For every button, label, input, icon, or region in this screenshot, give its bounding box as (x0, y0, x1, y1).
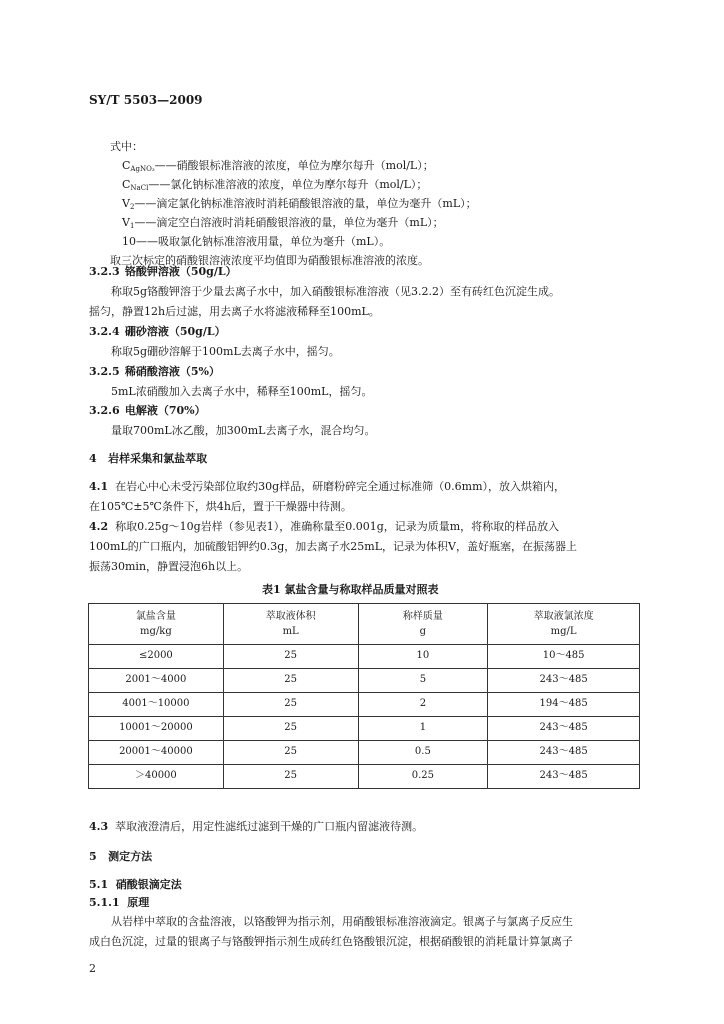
header-unit: mL (282, 626, 299, 637)
section-number: 3.2.3 (89, 265, 120, 278)
header-unit: mg/kg (140, 626, 172, 637)
table-cell: 10 (358, 645, 488, 669)
definition-text: ——滴定空白溶液时消耗硝酸银溶液的量，单位为毫升（mL）； (134, 216, 444, 229)
section-number: 5.1 (89, 878, 109, 891)
table-row (89, 741, 640, 765)
table-cell: 4001～10000 (89, 693, 224, 717)
symbol: 10 (122, 235, 136, 248)
section-number: 5.1.1 (89, 896, 120, 909)
header-name: 萃取液体积 (265, 611, 316, 622)
table-cell: 1 (358, 717, 488, 741)
definition-item (110, 197, 477, 216)
table-cell: 25 (223, 765, 358, 789)
table-cell: 0.5 (358, 741, 488, 765)
symbol: V (122, 216, 130, 229)
section-number: 4.3 (89, 820, 109, 833)
definition-text: ——滴定氯化钠标准溶液时消耗硝酸银溶液的量，单位为毫升（mL）； (134, 197, 477, 210)
table-row (89, 645, 640, 669)
section-title: 稀硝酸溶液（5%） (124, 365, 220, 378)
section-title: 铬酸钾溶液（50g/L） (124, 265, 237, 278)
paragraph-line: 称取5g铬酸钾溶于少量去离子水中，加入硝酸银标准溶液（见3.2.2）至有砖红色沉淀生成。 (111, 285, 561, 298)
table-cell: 243～485 (488, 717, 640, 741)
paragraph-line: 振荡30min，静置浸泡6h以上。 (89, 560, 249, 573)
symbol: C (122, 178, 131, 191)
page-number: 2 (89, 962, 96, 975)
paragraph-text: 在岩心中心未受污染部位取约30g样品，研磨粉碎完全通过标准筛（0.6mm），放入烘箱内， (115, 480, 566, 493)
section-number: 3.2.5 (89, 365, 120, 378)
table-cell: 25 (223, 669, 358, 693)
paragraph-line: 从岩样中萃取的含盐溶液，以铬酸钾为指示剂，用硝酸银标准溶液滴定。银离子与氯离子反应生 (111, 915, 573, 928)
definition-item (110, 159, 477, 178)
definition-text: ——氯化钠标准溶液的浓度，单位为摩尔每升（mol/L）； (148, 178, 428, 191)
definition-item (110, 178, 477, 197)
paragraph-text: 称取0.25g～10g岩样（参见表1），准确称量至0.001g，记录为质量m，将称取的样品放入 (115, 520, 560, 533)
paragraph-line: 摇匀，静置12h后过滤，用去离子水将滤液稀释至100mL。 (89, 305, 380, 318)
table-row (89, 693, 640, 717)
standard-number: SY/T 5503—2009 (89, 93, 203, 107)
formula-intro: 式中： (110, 140, 143, 153)
section-heading (89, 404, 206, 418)
subscript: 1 (129, 222, 135, 230)
chapter-title: 测定方法 (108, 850, 153, 863)
header-cell (223, 604, 358, 645)
header-unit: mg/L (550, 626, 577, 637)
section-title: 电解液（70%） (124, 404, 206, 417)
table-cell: 25 (223, 645, 358, 669)
definition-text: ——吸取氯化钠标准溶液用量，单位为毫升（mL）。 (136, 235, 391, 248)
section-heading (89, 265, 237, 279)
header-unit: g (419, 626, 427, 637)
table-cell: 194～485 (488, 693, 640, 717)
section-number: 3.2.6 (89, 404, 120, 417)
definition-text: ——硝酸银标准溶液的浓度，单位为摩尔每升（mol/L）； (154, 159, 434, 172)
paragraph-line: 称取5g硼砂溶解于100mL去离子水中，摇匀。 (111, 345, 340, 358)
symbol: V (122, 197, 130, 210)
table-cell: 20001～40000 (89, 741, 224, 765)
header-cell (488, 604, 640, 645)
paragraph-line: 成白色沉淀，过量的银离子与铬酸钾指示剂生成砖红色铬酸银沉淀，根据硝酸银的消耗量计算氯离子 (89, 935, 573, 948)
definition-item (110, 235, 477, 254)
chloride-table (88, 603, 640, 789)
section-heading (89, 325, 226, 339)
table-cell: 2 (358, 693, 488, 717)
paragraph-line: 100mL的广口瓶内，加硫酸铝钾约0.3g，加去离子水25mL，记录为体积V，盖好瓶塞，在振荡器上 (89, 540, 577, 553)
table-header-row (89, 604, 640, 645)
table-cell: 25 (223, 741, 358, 765)
section-heading (89, 365, 220, 379)
header-cell (358, 604, 488, 645)
header-name: 萃取液氯浓度 (533, 611, 594, 622)
chapter-number: 4 (89, 452, 97, 465)
chapter-title: 岩样采集和氯盐萃取 (108, 452, 208, 465)
paragraph-line (89, 520, 559, 534)
definition-item (110, 216, 477, 235)
section-number: 3.2.4 (89, 325, 120, 338)
paragraph-line (89, 820, 423, 834)
subscript: NaCl (130, 184, 149, 192)
paragraph-text: 萃取液澄清后，用定性滤纸过滤到干燥的广口瓶内留滤液待测。 (115, 820, 424, 833)
table-cell: 25 (223, 717, 358, 741)
formula-definitions (110, 140, 477, 273)
paragraph-line: 5mL浓硝酸加入去离子水中，稀释至100mL，摇匀。 (111, 385, 373, 398)
section-number: 4.2 (89, 520, 109, 533)
chapter-heading (89, 850, 152, 864)
table-cell: 2001～4000 (89, 669, 224, 693)
paragraph-line (89, 480, 565, 494)
header-name: 氯盐含量 (135, 611, 176, 622)
symbol: C (122, 159, 131, 172)
section-heading (89, 878, 182, 892)
table-row (89, 669, 640, 693)
table-cell: 5 (358, 669, 488, 693)
table-title: 表1 氯盐含量与称取样品质量对照表 (262, 583, 439, 596)
section-title: 硝酸银滴定法 (115, 878, 182, 891)
table-cell: 10～485 (488, 645, 640, 669)
table-cell: 25 (223, 693, 358, 717)
table-row (89, 717, 640, 741)
section-number: 4.1 (89, 480, 109, 493)
subscript: 2 (129, 203, 135, 211)
table-row (89, 765, 640, 789)
section-title: 硼砂溶液（50g/L） (124, 325, 226, 338)
chapter-heading (89, 452, 207, 466)
paragraph-line: 量取700mL冰乙酸，加300mL去离子水，混合均匀。 (111, 424, 376, 437)
table-cell: ＞40000 (89, 765, 224, 789)
section-title: 原理 (127, 896, 150, 909)
formula-closing: 取三次标定的硝酸银溶液浓度平均值即为硝酸银标准溶液的浓度。 (110, 254, 429, 267)
table-cell: 243～485 (488, 765, 640, 789)
table-cell: 243～485 (488, 741, 640, 765)
table-cell: 0.25 (358, 765, 488, 789)
section-heading (89, 896, 149, 910)
subscript: AgNO₃ (130, 165, 155, 173)
header-name: 称样质量 (402, 611, 443, 622)
table-cell: ≤2000 (89, 645, 224, 669)
table-cell: 243～485 (488, 669, 640, 693)
paragraph-line: 在105℃±5℃条件下，烘4h后，置于干燥器中待测。 (89, 500, 352, 513)
table-cell: 10001～20000 (89, 717, 224, 741)
chapter-number: 5 (89, 850, 97, 863)
header-cell (89, 604, 224, 645)
